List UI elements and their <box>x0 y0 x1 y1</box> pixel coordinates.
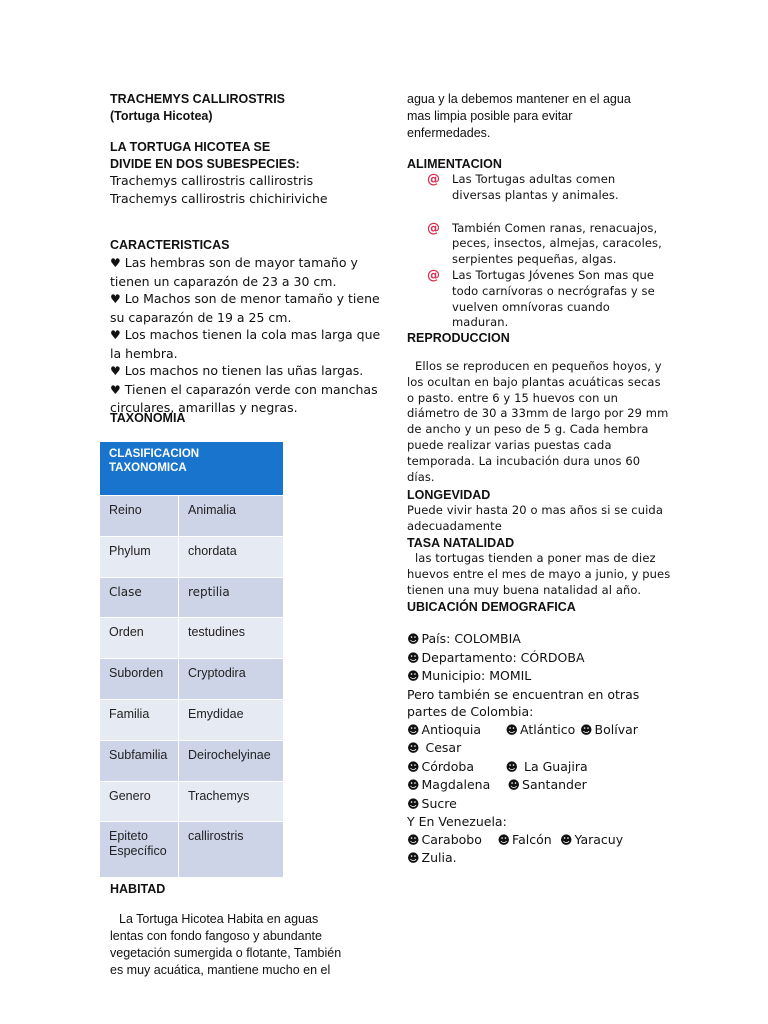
table-row <box>100 495 283 536</box>
reproduccion-line: Ellos se reproducen en pequeños hoyos, y <box>415 359 662 373</box>
smiley-bullet-icon: ☻ <box>407 669 420 683</box>
smiley-bullet-icon: ☻ <box>407 759 420 774</box>
natalidad-text <box>407 551 677 598</box>
smiley-bullet-icon: ☻ <box>560 832 573 847</box>
table-cell-value: chordata <box>188 543 237 558</box>
ubicacion-list <box>407 630 667 868</box>
alimentacion-line: todo carnívoras o necrógrafas y se <box>452 283 655 298</box>
subspecies-item: Trachemys callirostris chichiriviche <box>110 190 328 206</box>
habitat-continuation <box>407 91 667 142</box>
table-row <box>100 740 283 781</box>
table-row <box>100 699 283 740</box>
table-cell-value: Animalia <box>188 503 236 517</box>
alimentacion-list <box>407 172 667 331</box>
longevidad-heading: LONGEVIDAD <box>407 488 491 502</box>
taxonomy-table-header <box>100 442 283 495</box>
ubicacion-pais: País: COLOMBIA <box>421 631 521 646</box>
habitat-line: lentas con fondo fangoso y abundante <box>110 929 322 943</box>
list-item <box>407 268 667 331</box>
table-header-line: CLASIFICACION <box>109 448 200 460</box>
caracteristicas-heading: CARACTERISTICAS <box>110 238 230 252</box>
reproduccion-line: temporada. La incubación dura unos 60 <box>407 453 641 468</box>
table-cell-value: callirostris <box>188 829 244 844</box>
subspecies-item: Trachemys callirostris callirostris <box>110 173 314 188</box>
subspecies-list <box>110 172 360 207</box>
table-cell-key: Genero <box>100 782 179 822</box>
place-item: Sucre <box>421 795 457 811</box>
table-cell-key: Familia <box>100 700 179 740</box>
smiley-bullet-icon: ☻ <box>407 632 420 646</box>
caracteristicas-list <box>110 254 381 417</box>
habitat-line: enfermedades. <box>407 126 491 140</box>
natalidad-line: huevos entre el mes de mayo a junio, y pues <box>407 566 671 581</box>
alimentacion-heading: ALIMENTACION <box>407 157 502 171</box>
subtitle: (Tortuga Hicotea) <box>110 109 213 123</box>
table-row <box>100 658 283 699</box>
alimentacion-line: diversas plantas y animales. <box>452 187 619 202</box>
longevidad-line: Puede vivir hasta 20 o mas años si se cuida <box>407 503 663 517</box>
place-item: Cesar <box>425 740 462 755</box>
habitat-heading: HABITAD <box>110 882 166 896</box>
place-item: Córdoba <box>421 758 474 774</box>
taxonomy-table <box>100 442 283 877</box>
smiley-bullet-icon: ☻ <box>407 851 420 865</box>
caracteristica-line: Las hembras son de mayor tamaño y <box>124 255 358 270</box>
table-cell-value: Cryptodira <box>188 666 246 681</box>
venezuela-heading: Y En Venezuela: <box>407 814 507 829</box>
at-bullet-icon: @ <box>427 220 441 236</box>
alimentacion-line: maduran. <box>452 315 509 330</box>
table-row <box>100 536 283 577</box>
smiley-bullet-icon: ☻ <box>580 722 593 737</box>
table-cell-key: Epiteto Específico <box>100 822 179 877</box>
table-cell-key: Clase <box>100 578 179 618</box>
smiley-bullet-icon: ☻ <box>407 796 420 811</box>
alimentacion-line: Las Tortugas adultas comen <box>452 172 616 186</box>
reproduccion-line: puede realizar varias puestas cada <box>407 437 612 452</box>
caracteristica-line: tienen un caparazón de 23 a 30 cm. <box>110 273 337 289</box>
reproduccion-line: días. <box>407 469 435 484</box>
table-cell-key: Suborden <box>100 659 179 699</box>
at-bullet-icon: @ <box>427 172 441 187</box>
table-row <box>100 821 283 877</box>
smiley-bullet-icon: ☻ <box>407 832 420 847</box>
heart-bullet-icon: ♥ <box>110 328 121 342</box>
place-item: Antioquia <box>421 721 482 737</box>
table-cell-key: Phylum <box>100 537 179 577</box>
table-header-line: TAXONOMICA <box>109 462 187 474</box>
habitat-line: agua y la debemos mantener en el agua <box>407 92 631 106</box>
place-item: La Guajira <box>524 758 588 774</box>
habitat-line: es muy acuática, mantiene mucho en el <box>110 963 331 977</box>
reproduccion-line: los ocultan en bajo plantas acuáticas secas <box>407 374 661 389</box>
ubicacion-line: partes de Colombia: <box>407 704 534 719</box>
table-cell-key: Subfamilia <box>100 741 179 781</box>
table-cell-value: Emydidae <box>188 706 244 721</box>
alimentacion-line: serpientes pequeñas, algas. <box>452 252 617 267</box>
caracteristica-line: Los machos tienen la cola mas larga que <box>124 327 381 342</box>
heart-bullet-icon: ♥ <box>110 364 121 378</box>
smiley-bullet-icon: ☻ <box>407 650 420 665</box>
caracteristica-line: la hembra. <box>110 345 178 361</box>
list-item <box>407 172 667 204</box>
place-item: Santander <box>522 777 587 792</box>
document-title <box>110 91 360 125</box>
smiley-bullet-icon: ☻ <box>505 759 519 774</box>
heart-bullet-icon: ♥ <box>110 382 121 397</box>
reproduccion-heading: REPRODUCCION <box>407 331 510 345</box>
list-item <box>407 221 667 268</box>
table-cell-key: Orden <box>100 618 179 658</box>
natalidad-line: las tortugas tienden a poner mas de diez <box>415 551 656 565</box>
alimentacion-line: peces, insectos, almejas, caracoles, <box>452 236 662 251</box>
habitat-line: mas limpia posible para evitar <box>407 109 573 123</box>
table-cell-key: Reino <box>100 496 179 536</box>
place-item: Bolívar <box>594 721 638 737</box>
smiley-bullet-icon: ☻ <box>505 722 519 737</box>
alimentacion-line: Las Tortugas Jóvenes Son mas que <box>452 267 655 282</box>
habitat-text <box>110 911 370 979</box>
longevidad-line: adecuadamente <box>407 518 502 533</box>
caracteristica-line: Lo Machos son de menor tamaño y tiene <box>124 291 380 306</box>
place-item: Magdalena <box>421 777 491 792</box>
ubicacion-heading: UBICACIÓN DEMOGRAFICA <box>407 600 576 614</box>
caracteristica-line: circulares, amarillas y negras. <box>110 400 298 415</box>
smiley-bullet-icon: ☻ <box>507 778 521 792</box>
smiley-bullet-icon: ☻ <box>407 722 420 737</box>
subspecies-heading-line: LA TORTUGA HICOTEA SE <box>110 140 271 154</box>
table-row <box>100 577 283 618</box>
reproduccion-text <box>407 359 677 485</box>
heart-bullet-icon: ♥ <box>110 292 121 306</box>
table-cell-value: Deirochelyinae <box>188 747 271 762</box>
place-item: Carabobo <box>421 831 482 847</box>
ubicacion-municipio: Municipio: MOMIL <box>421 668 532 683</box>
heart-bullet-icon: ♥ <box>110 256 121 270</box>
reproduccion-line: diámetro de 30 a 33mm de largo por 29 mm <box>407 406 669 421</box>
place-item: Atlántico <box>520 721 576 737</box>
alimentacion-line: vuelven omnívoras cuando <box>452 299 610 314</box>
natalidad-line: tienen una muy buena natalidad al año. <box>407 582 642 597</box>
caracteristica-line: Tienen el caparazón verde con manchas <box>124 381 378 397</box>
caracteristica-line: su caparazón de 19 a 25 cm. <box>110 309 292 325</box>
table-row <box>100 781 283 822</box>
longevidad-text <box>407 503 677 535</box>
ubicacion-line: Pero también se encuentran en otras <box>407 686 640 702</box>
caracteristica-line: Los machos no tienen las uñas largas. <box>124 363 364 378</box>
table-row <box>100 617 283 658</box>
habitat-line: La Tortuga Hicotea Habita en aguas <box>119 912 319 926</box>
smiley-bullet-icon: ☻ <box>407 741 420 755</box>
natalidad-heading: TASA NATALIDAD <box>407 536 515 550</box>
ubicacion-departamento: Departamento: CÓRDOBA <box>421 649 585 665</box>
smiley-bullet-icon: ☻ <box>407 778 420 792</box>
smiley-bullet-icon: ☻ <box>497 832 511 847</box>
place-item: Zulia. <box>421 850 457 865</box>
subspecies-heading-line: DIVIDE EN DOS SUBESPECIES: <box>110 157 300 171</box>
at-bullet-icon: @ <box>427 267 441 283</box>
title: TRACHEMYS CALLIROSTRIS <box>110 92 285 106</box>
table-cell-value: reptilia <box>188 584 230 599</box>
place-item: Falcón <box>512 831 552 847</box>
table-cell-value: testudines <box>188 625 245 640</box>
reproduccion-line: o pasto. entre 6 y 15 huevos con un <box>407 390 619 405</box>
alimentacion-line: También Comen ranas, renacuajos, <box>452 220 658 235</box>
habitat-line: vegetación sumergida o flotante, También <box>110 946 342 960</box>
place-item: Yaracuy <box>574 831 624 847</box>
taxonomia-heading: TAXONOMIA <box>110 411 186 425</box>
subspecies-heading <box>110 139 360 173</box>
table-cell-value: Trachemys <box>188 788 250 803</box>
reproduccion-line: de ancho y un peso de 5 g. Cada hembra <box>407 422 649 437</box>
